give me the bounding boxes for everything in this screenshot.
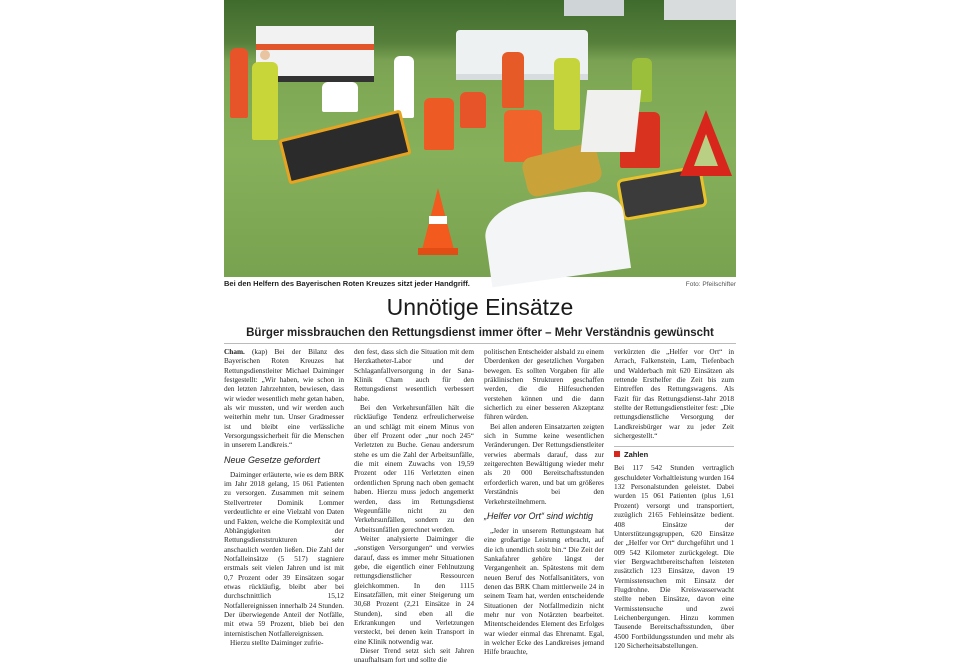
newspaper-page xyxy=(222,0,738,665)
photo-truck-stripe xyxy=(256,44,374,50)
article-paragraph: Bei allen anderen Einsatzarten zeigten sich in Summe keine wesentlichen Veränderungen. Der Rettungsdienstleiter verwies abermals darauf, dass zur zeitgerechten Bewältigung wieder mehr als 20 000 Bereitschaftsstunden erforderlich waren, und bat um größeres Verständnis bei den Verkehrsteilnehmern. xyxy=(484,421,604,506)
photo-helper xyxy=(230,48,248,118)
photo-caption: Bei den Helfern des Bayerischen Roten Kreuzes sitzt jeder Handgriff. xyxy=(224,279,470,288)
photo-credit: Foto: Pfeilschifter xyxy=(685,281,736,288)
facts-box-label: Zahlen xyxy=(624,450,649,460)
article-paragraph: Hierzu stellte Daiminger zufrie- xyxy=(230,637,324,647)
dateline: Cham. xyxy=(224,347,245,356)
article-paragraph: „Jeder in unserem Rettungsteam hat eine großartige Leistung erbracht, auf die ich unendlich stolz bin.“ Die Zeit der Sankafahrer gehöre längst der Vergangenheit an. Spätestens mit dem neuen Beruf des Notfallsanitäters, von denen das BRK Cham mittlerweile 24 in seinem Team hat, werden entscheidende Situationen der Notfallmedizin nicht mehr nur von Notärzten bearbeitet. Mitentscheidendes Element des Erfolges war wieder einmal das Ehrenamt. Egal, in welcher Ecke des Landkreises jemand Hilfe brauchte, xyxy=(484,525,604,657)
section-subhead: „Helfer vor Ort“ sind wichtig xyxy=(484,510,594,521)
article-paragraph: verkürzten die „Helfer vor Ort“ in Arrach, Falkenstein, Lam, Tiefenbach und Walderbach mit 620 Einsätzen als rettende Ersthelfer die Zeit bis zum Eintreffen des Rettungswagens. Als Fazit für das Rettungsdienst-Jahr 2018 stellte der Rettungsdienstleiter fest: „Die rettungsdienstliche Versorgung der Landkreisbürger war zu jeder Zeit sichergestellt.“ xyxy=(614,347,734,441)
article-paragraph: Bei den Verkehrsunfällen hält die rückläufige Tendenz erfreulicherweise an und schlägt mit einem Minus von über elf Prozent oder „nur noch 245“ Verletzten zu Buche. Genau andersrum stehe es um die Zahl der Arbeitsunfälle, die mit einem Zuwachs von 19,59 Prozent oder 116 Verletzten einen ordentlichen Sprung nach oben gemacht haben. Hierzu muss jedoch angemerkt werden, dass im Rettungsdienst Wegeunfälle nicht zu den Verkehrsunfällen, sondern zu den Arbeitsunfällen gerechnet werden. xyxy=(354,403,474,534)
photo-warning-triangle-inner xyxy=(694,134,718,166)
lead-text: (kap) Bei der Bilanz des Bayerischen Roten Kreuzes hat Rettungsdienstleiter Michael Daiminger festgestellt: „Wir haben, wie schon in den letzten Jahrzehnten, bewiesen, dass wir wieder wesentlich mehr getan haben, als wir mussten, und wir werden auch weiterhin mehr tun. Unser Gradmesser ist und bleibt eine verlässliche Versorgungssicherheit für die Menschen in unserem Landkreis.“ xyxy=(224,347,345,450)
photo-helper xyxy=(460,92,486,128)
photo-board xyxy=(581,90,642,152)
article-column-1 xyxy=(224,347,345,647)
article-column-4 xyxy=(614,347,734,650)
article-paragraph: Daiminger erläuterte, wie es dem BRK im Jahr 2018 gelang, 15 061 Patienten zu versorgen. Zusammen mit seinem Stellvertreter Dominik Lommer verdeutlichte er eine Vielzahl von Daten und Fakten, welche die Komplexität und Abhängigkeiten der Rettungsdienststrukturen sehr anschaulich werden ließen. Die Zahl der Notfalleinsätze (5 517) stagniere erstmals seit vielen Jahren und ist mit 0,7 Prozent oder 39 Einsätzen sogar etwas rückläufig, bleibt aber bei durchschnittlich 15,12 Notfallereignissen innerhalb 24 Stunden. Der überwiegende Anteil der Notfälle, mit etwa 59 Prozent, blieb bei den internistischen Notfallereignissen. xyxy=(224,469,344,638)
photo-helper xyxy=(394,56,414,118)
photo-white-sheet xyxy=(481,187,631,288)
photo-helper xyxy=(424,98,454,150)
photo-house-right xyxy=(664,0,736,20)
headline-rule xyxy=(224,343,736,344)
photo-cone-base xyxy=(418,248,458,255)
article-headline: Unnötige Einsätze xyxy=(386,294,574,320)
photo-helper xyxy=(252,62,278,140)
article-paragraph: den fest, dass sich die Situation mit dem Herzkatheter-Labor und der Schlaganfallversorgung in der Sana-Klinik Cham auch für den Rettungsdienst wesentlich verbessert habe. xyxy=(354,347,474,403)
article-paragraph: politischen Entscheider alsbald zu einem Überdenken der gesetzlichen Vorgaben bewegen. Es sollten Vorgaben für alle präklinischen Strukturen geschaffen werden, die die Hilfesuchenden verstehen können und die dann sicherlich zu einer besseren Akzeptanz führen würden. xyxy=(484,347,604,422)
article-subheadline: Bürger missbrauchen den Rettungsdienst immer öfter – Mehr Verständnis gewünscht xyxy=(246,327,714,339)
photo-helper xyxy=(504,110,542,162)
photo-cone-band xyxy=(429,216,447,224)
article-paragraph: Weiter analysierte Daiminger die „sonstigen Versorgungen“ und verwies darauf, dass es immer mehr Situationen gebe, die eigentlich einer Fehlnutzung rettungsdienstlicher Ressourcen gleichkommen. In den 1115 Einsatzfällen, mit einer Steigerung um 30,68 Prozent (2,21 Einsätze in 24 Stunden), sind eben all die Erkrankungen und Verletzungen versteckt, bei denen kein Transport in eine Klinik notwendig war. xyxy=(354,533,474,646)
photo-helper-head xyxy=(260,50,270,60)
article-column-2 xyxy=(354,347,474,665)
article-column-3 xyxy=(484,347,604,657)
square-bullet-icon xyxy=(614,451,620,457)
section-subhead: Neue Gesetze gefordert xyxy=(224,454,321,465)
article-paragraph: Dieser Trend setzt sich seit Jahren unaufhaltsam fort und sollte die xyxy=(354,646,474,665)
rescue-drill-photo xyxy=(224,0,736,277)
photo-helper xyxy=(322,82,358,112)
facts-box-text: Bei 117 542 Stunden vertraglich geschuldeter Vorhaltleistung wurden 164 132 Personalstunden geleistet. Dabei wurden 15 061 Patienten (plus 1,61 Prozent) versorgt und transportiert, zuzüglich 2165 Fehleinsätze bedient. 408 Einsätze der Unterstützungsgruppen, 620 Einsätze der „Helfer vor Ort“ durchgeführt und 1 009 542 Kilometer zurückgelegt. Die vier Bergwachtbereitschaften leisteten zusätzlich 123 Einsätze, davon 19 Vermisstensuchen mit Einsatz der Flugdrohne. Die Kreiswasserwacht stellte neben Einsätze, davon eine Vermisstensuche und zwei Leichenbergungen. Hinzu kommen Tausende Bereitschaftsstunden, über 4500 Fortbildungsstunden und mehr als 120 Sicherheitsabstellungen. xyxy=(614,463,734,650)
photo-helper xyxy=(554,58,580,130)
photo-helper xyxy=(502,52,524,108)
photo-stretcher xyxy=(278,109,411,184)
facts-box-title xyxy=(614,446,734,460)
article-paragraph xyxy=(224,347,344,450)
photo-house xyxy=(564,0,624,16)
